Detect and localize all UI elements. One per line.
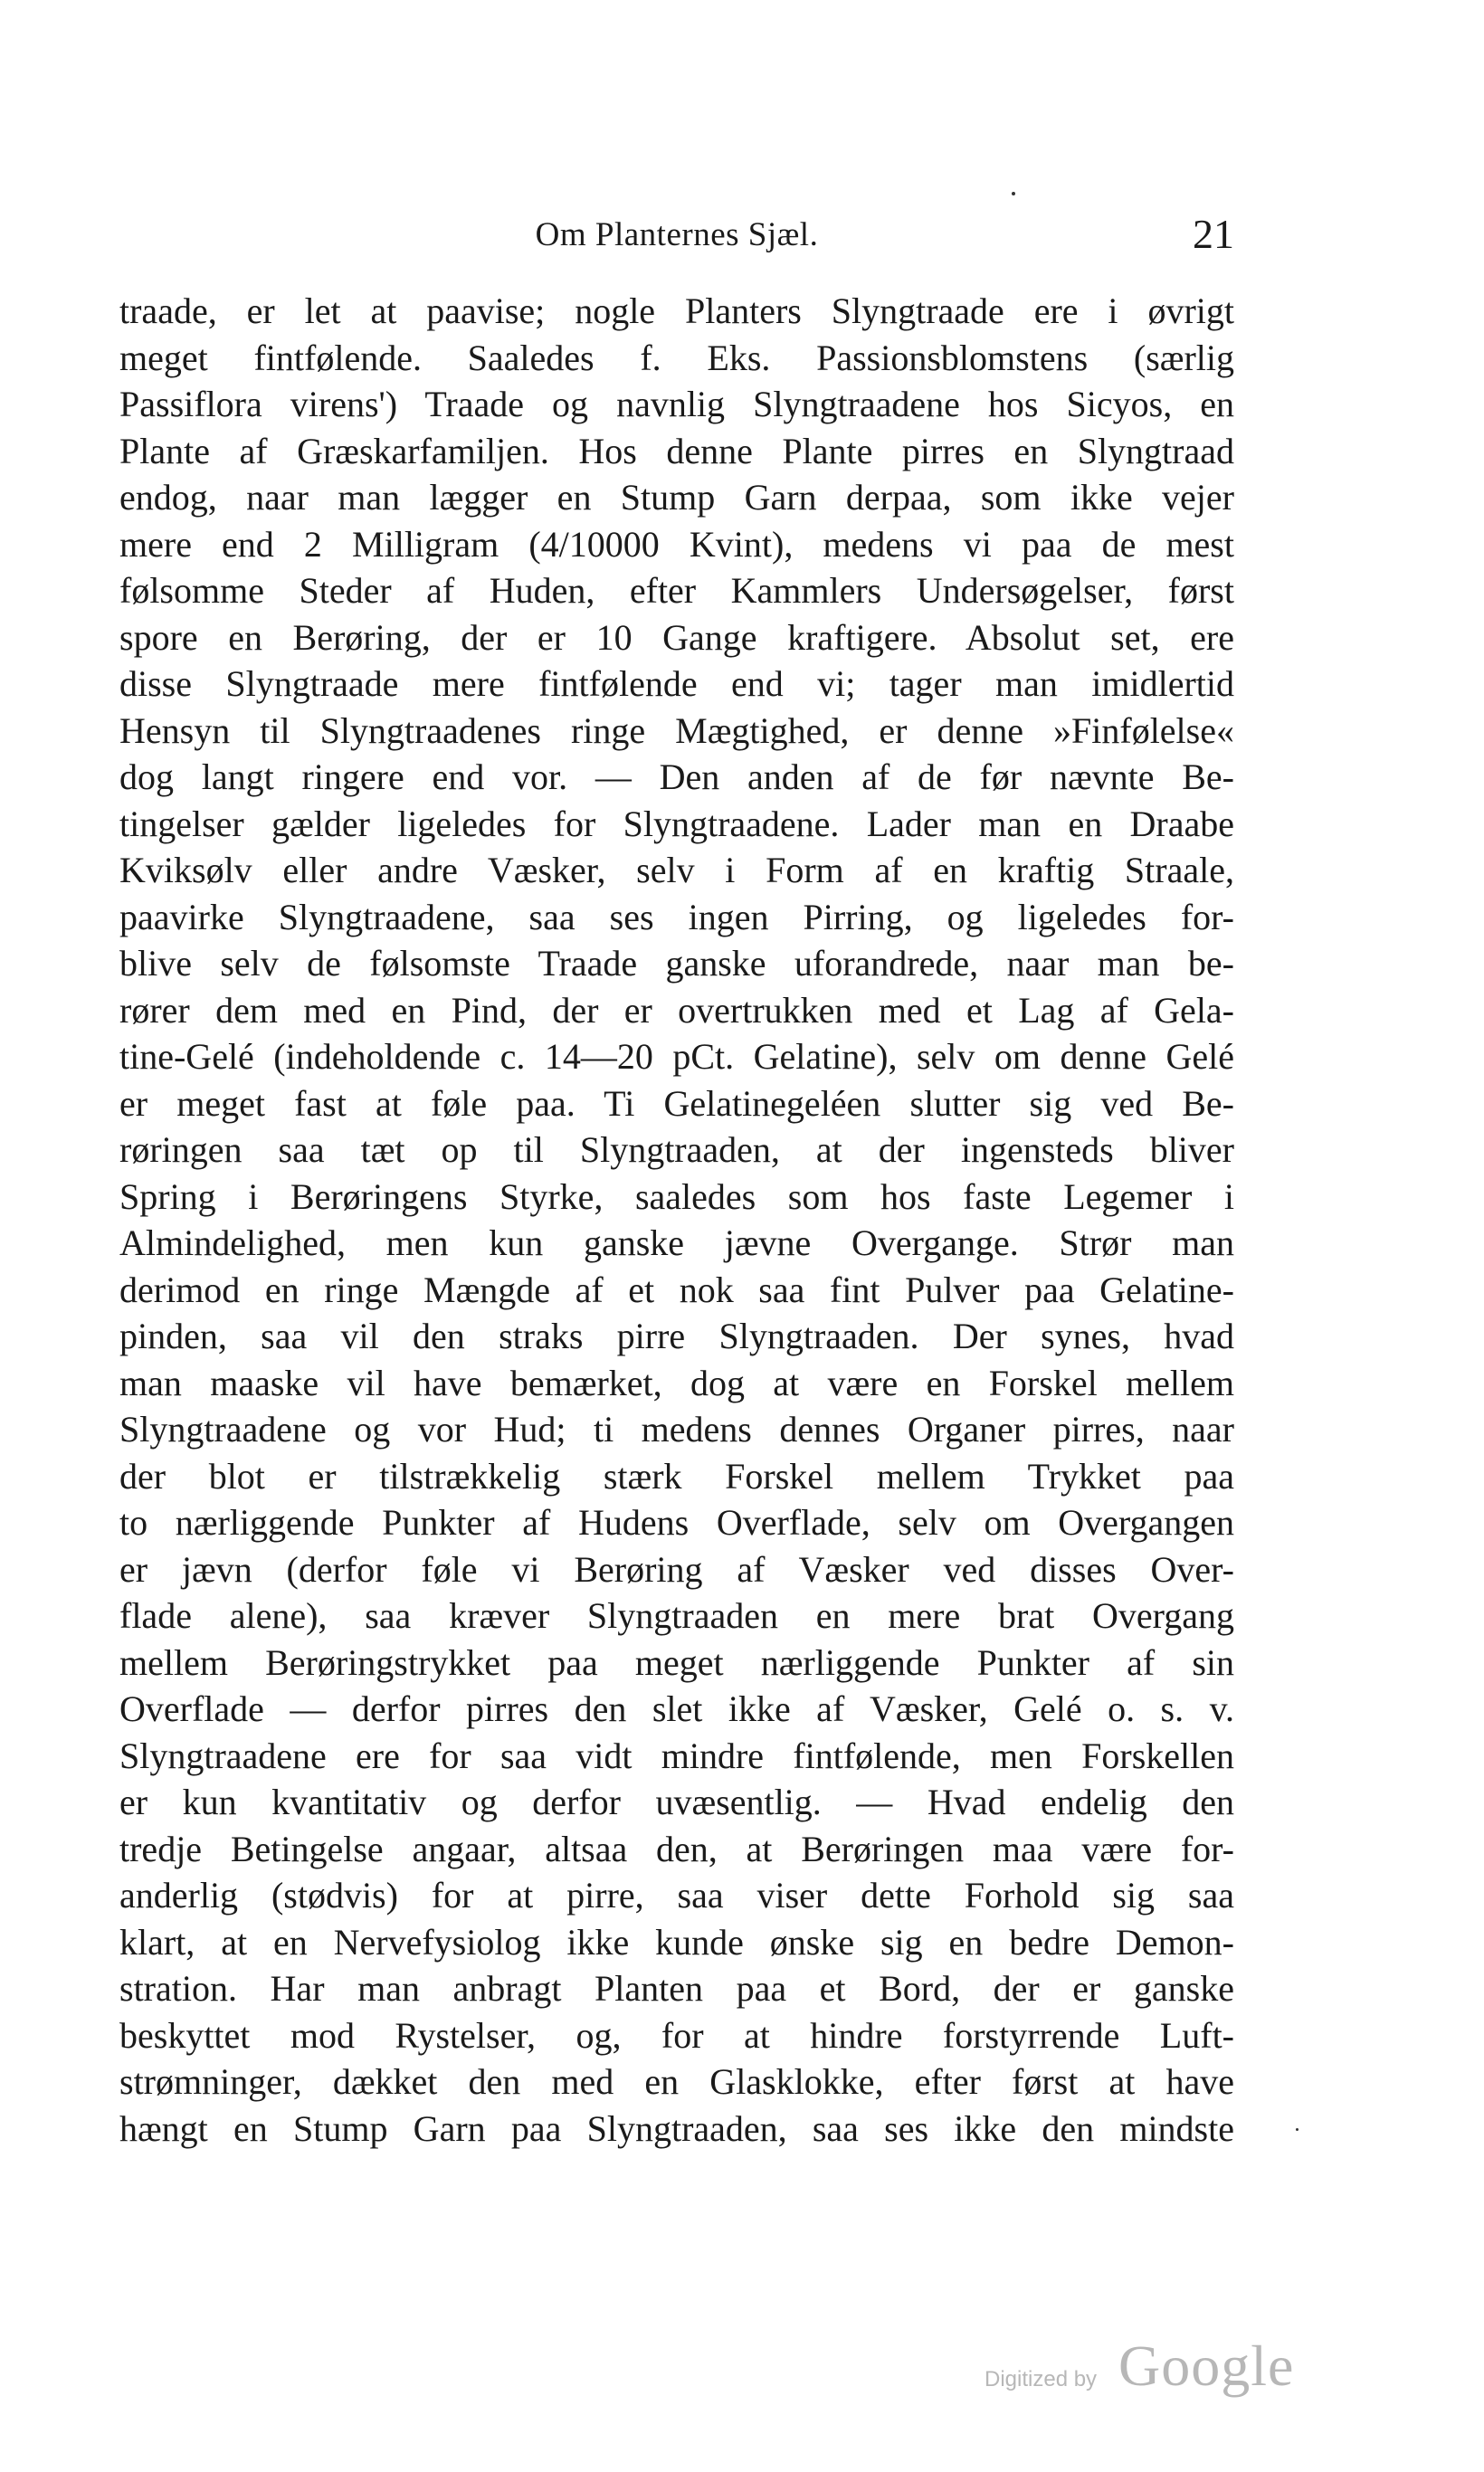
text-line: tine-Gelé (indeholdende c. 14—20 pCt. Gelatine), selv om denne Gelé [119, 1036, 1234, 1077]
text-line: hængt en Stump Garn paa Slyngtraaden, saa ses ikke den mindste [119, 2107, 1234, 2149]
text-line: man maaske vil have bemærket, dog at være en Forskel mellem [119, 1362, 1234, 1403]
text-line: Passiflora virens') Traade og navnlig Slyngtraadene hos Sicyos, en [119, 384, 1234, 424]
text-line: klart, at en Nervefysiolog ikke kunde ønske sig en bedre Demon- [119, 1921, 1234, 1963]
text-line: blive selv de følsomste Traade ganske uforandrede, naar man be- [119, 943, 1234, 984]
text-line: Overflade — derfor pirres den slet ikke af Væsker, Gelé o. s. v. [119, 1688, 1234, 1729]
text-line: beskyttet mod Rystelser, og, for at hindre forstyrrende Luft- [119, 2014, 1234, 2056]
watermark-prefix: Digitized by [985, 2367, 1098, 2391]
google-logo: Google [1118, 2334, 1295, 2398]
text-line: Kviksølv eller andre Væsker, selv i Form af en kraftig Straale, [119, 850, 1234, 890]
text-line: følsomme Steder af Huden, efter Kammlers Undersøgelser, først [119, 570, 1234, 611]
text-line: derimod en ringe Mængde af et nok saa fint Pulver paa Gelatine- [119, 1269, 1234, 1310]
text-line: rører dem med en Pind, der er overtrukken med et Lag af Gela- [119, 989, 1234, 1031]
text-line: spore en Berøring, der er 10 Gange kraftigere. Absolut set, ere [119, 616, 1234, 658]
text-line: pinden, saa vil den straks pirre Slyngtraaden. Der synes, hvad [119, 1316, 1234, 1356]
text-line: to nærliggende Punkter af Hudens Overflade, selv om Overgangen [119, 1502, 1234, 1543]
text-line: er kun kvantitativ og derfor uvæsentlig. — Hvad endelig den [119, 1782, 1234, 1822]
text-line: Plante af Græskarfamiljen. Hos denne Plante pirres en Slyngtraad [119, 430, 1234, 471]
text-line: er jævn (derfor føle vi Berøring af Væsker ved disses Over- [119, 1548, 1234, 1590]
text-line: endog, naar man lægger en Stump Garn derpaa, som ikke vejer [119, 477, 1234, 518]
digitized-watermark [985, 2333, 1301, 2405]
text-line: tredje Betingelse angaar, altsaa den, at Berøringen maa være for- [119, 1828, 1234, 1869]
page-number: 21 [1193, 211, 1234, 257]
text-line: tingelser gælder ligeledes for Slyngtraadene. Lader man en Draabe [119, 803, 1234, 844]
text-line: traade, er let at paavise; nogle Planters Slyngtraade ere i øvrigt [119, 290, 1234, 331]
text-line: mere end 2 Milligram (4/10000 Kvint), medens vi paa de mest [119, 523, 1234, 565]
body-text [119, 288, 1234, 2152]
scan-speck [1012, 192, 1015, 195]
text-line: der blot er tilstrækkelig stærk Forskel mellem Trykket paa [119, 1455, 1234, 1497]
text-line: er meget fast at føle paa. Ti Gelatinegeléen slutter sig ved Be- [119, 1082, 1234, 1124]
text-line: Hensyn til Slyngtraadenes ringe Mægtighed, er denne »Finfølelse« [119, 709, 1234, 751]
text-line: stration. Har man anbragt Planten paa et Bord, der er ganske [119, 1968, 1234, 2009]
text-line: Almindelighed, men kun ganske jævne Overgange. Strør man [119, 1222, 1234, 1263]
text-line: røringen saa tæt op til Slyngtraaden, at der ingensteds bliver [119, 1129, 1234, 1170]
text-line: anderlig (stødvis) for at pirre, saa viser dette Forhold sig saa [119, 1875, 1234, 1916]
text-line: Slyngtraadene ere for saa vidt mindre fintfølende, men Forskellen [119, 1735, 1234, 1776]
text-line: flade alene), saa kræver Slyngtraaden en mere brat Overgang [119, 1595, 1234, 1636]
running-title: Om Planternes Sjæl. [535, 216, 819, 253]
running-head [119, 211, 1234, 270]
scan-speck [1296, 2128, 1298, 2131]
text-line: Slyngtraadene og vor Hud; ti medens dennes Organer pirres, naar [119, 1409, 1234, 1450]
text-line: dog langt ringere end vor. — Den anden af de før nævnte Be- [119, 756, 1234, 797]
text-line: strømninger, dækket den med en Glasklokke, efter først at have [119, 2061, 1234, 2102]
text-line: mellem Berøringstrykket paa meget nærliggende Punkter af sin [119, 1641, 1234, 1683]
text-line: paavirke Slyngtraadene, saa ses ingen Pirring, og ligeledes for- [119, 896, 1234, 937]
text-line: disse Slyngtraade mere fintfølende end vi; tager man imidlertid [119, 663, 1234, 704]
text-line: meget fintfølende. Saaledes f. Eks. Passionsblomstens (særlig [119, 337, 1234, 378]
text-line: Spring i Berøringens Styrke, saaledes som hos faste Legemer i [119, 1175, 1234, 1217]
